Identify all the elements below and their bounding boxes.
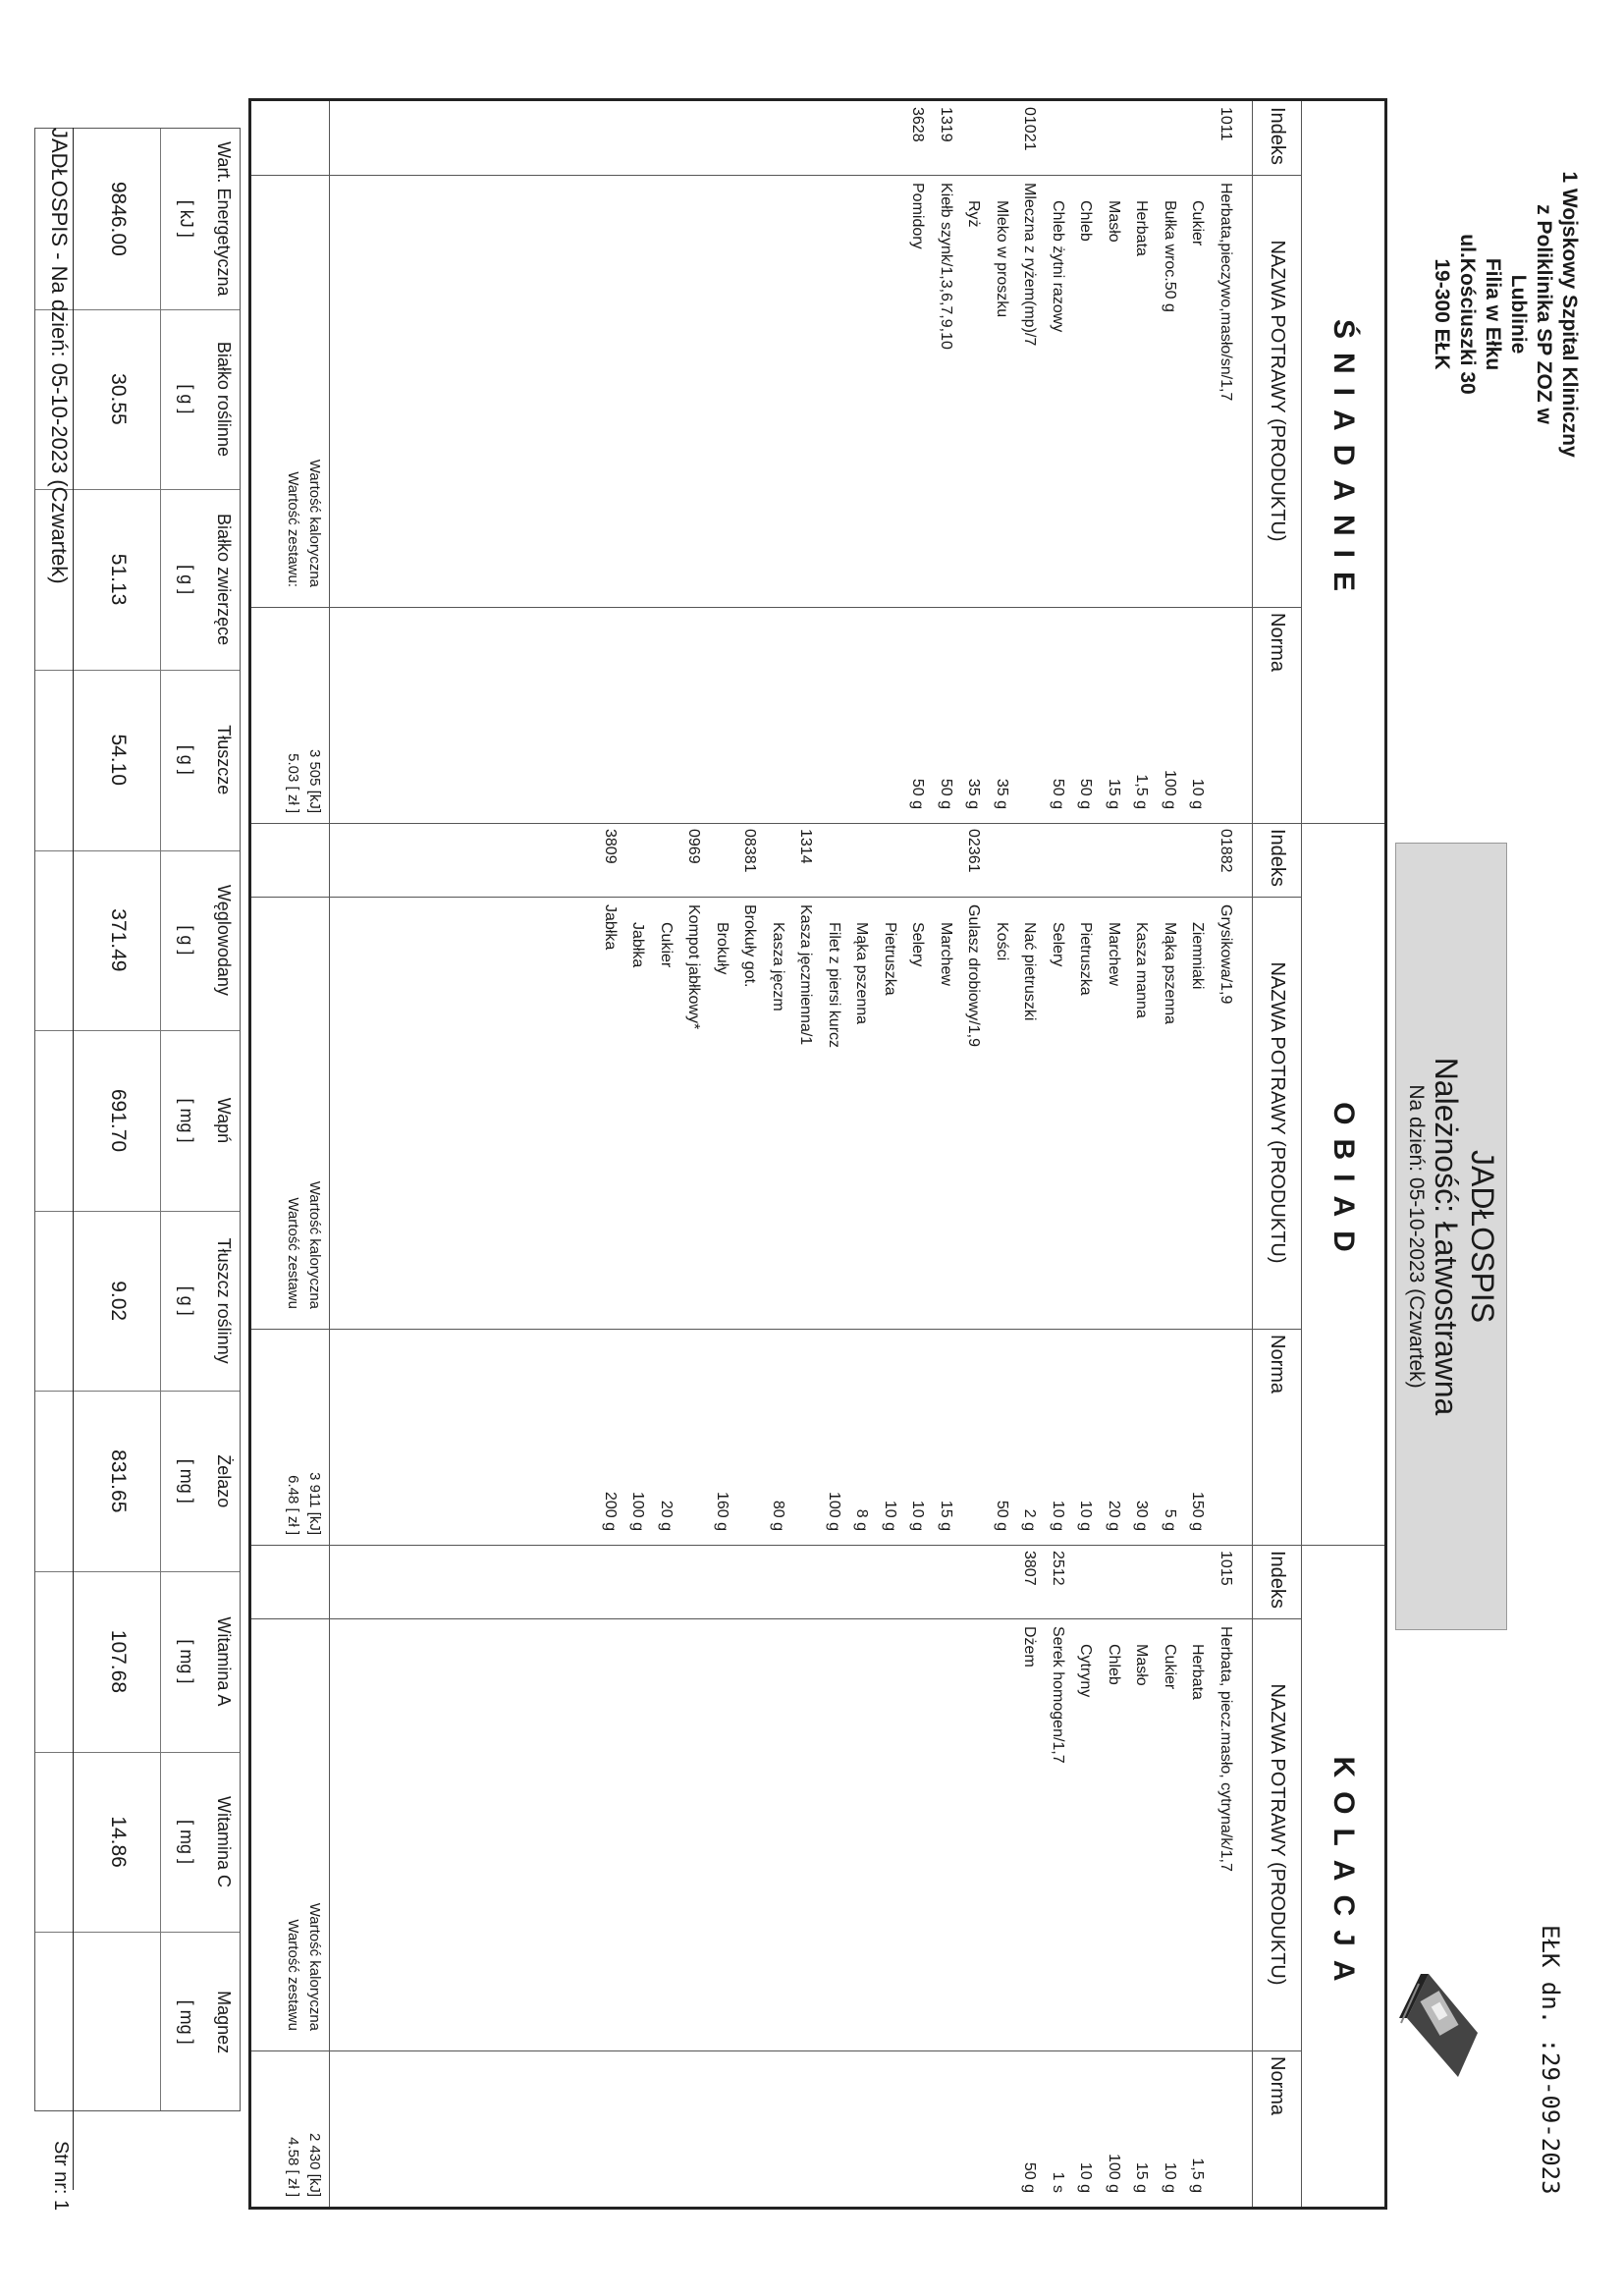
- nutrient-unit: [ mg ]: [177, 1820, 196, 1865]
- row-norm: [1212, 607, 1239, 809]
- nutrient-label: Białko roślinne: [214, 341, 234, 457]
- ingredient-name: Masło: [1106, 200, 1122, 243]
- ingredient-name: Chleb żytni razowy: [1050, 200, 1066, 333]
- dish-name: Gulasz drobiowy/1,9: [965, 904, 983, 1047]
- column-divider: [251, 1618, 1302, 1619]
- hospital-line: 19-300 EŁK: [1431, 258, 1453, 370]
- hospital-address: [1429, 167, 1582, 462]
- hospital-line: 1 Wojskowy Szpital Kliniczny: [1558, 171, 1581, 458]
- name-header: NAZWA POTRAWY (PRODUKTU): [1252, 902, 1302, 1323]
- ingredient-name: Herbata: [1189, 1644, 1207, 1700]
- row-norm: [736, 1329, 764, 1531]
- nutrient-unit: [ kJ ]: [177, 199, 196, 238]
- ingredient-name: Ryż: [965, 200, 983, 228]
- row-norm: 20 g: [1106, 1500, 1122, 1531]
- row-norm: 20 g: [658, 1500, 675, 1531]
- ingredient-name: Kasza jęczm: [770, 922, 786, 1011]
- dish-name: Herbata,pieczywo,masło/sn/1,7: [1217, 183, 1234, 402]
- summary-divider: [329, 823, 330, 1545]
- ingredient-name: Mąka pszenna: [853, 922, 871, 1025]
- row-norm: 8 g: [853, 1508, 871, 1531]
- set-cost-value: 6.48 [ zł ]: [285, 1475, 301, 1535]
- nutrition-cell: [35, 850, 240, 1032]
- dish-name: Dżem: [1021, 1626, 1039, 1667]
- row-norm: 1 s: [1050, 2171, 1066, 2193]
- row-norm: [1016, 607, 1044, 809]
- nutrient-unit: [ mg ]: [177, 1458, 196, 1503]
- nutrient-value: 107.68: [107, 1629, 130, 1693]
- obiad-title: OBIAD: [1301, 823, 1384, 1545]
- norm-header: Norma: [1252, 613, 1302, 817]
- ingredient-name: Selery: [1050, 922, 1066, 967]
- name-header: NAZWA POTRAWY (PRODUKTU): [1252, 1624, 1302, 2045]
- row-norm: 100 g: [1162, 769, 1178, 809]
- row-norm: 10 g: [1162, 2161, 1178, 2193]
- set-cost-label: Wartość zestawu: [285, 1919, 301, 2031]
- diet-type: Należność: Łatwostrawna: [1429, 1057, 1464, 1416]
- ingredient-name: Herbata: [1133, 200, 1151, 256]
- row-norm: 160 g: [714, 1491, 730, 1531]
- row-norm: 10 g: [1050, 1500, 1066, 1531]
- dish-name: Kompot jabłkowy*: [685, 904, 703, 1030]
- row-norm: 1,5 g: [1189, 2158, 1207, 2193]
- nutrient-label: Wart. Energetyczna: [214, 141, 234, 297]
- row-norm: 30 g: [1133, 1500, 1151, 1531]
- row-index: 02361: [965, 829, 983, 873]
- nutrient-label: Wapń: [214, 1097, 234, 1144]
- row-index: 3809: [602, 829, 619, 864]
- row-index: 0969: [685, 829, 703, 864]
- row-norm: 10 g: [1077, 1500, 1095, 1531]
- footer-divider: [73, 128, 74, 2190]
- set-cost-value: 5.03 [ zł ]: [285, 753, 301, 813]
- nutrient-value: 14.86: [107, 1816, 130, 1868]
- row-index: 1011: [1217, 107, 1234, 141]
- dish-name: Serek homogen/1,7: [1050, 1626, 1066, 1764]
- row-norm: 50 g: [994, 1500, 1010, 1531]
- row-norm: 35 g: [994, 778, 1010, 809]
- nutrient-unit: [ g ]: [177, 384, 196, 414]
- row-index: 1015: [1217, 1551, 1234, 1586]
- sniadanie-title: ŚNIADANIE: [1301, 101, 1384, 823]
- meal-table: [248, 98, 1387, 2210]
- nutrient-value: 831.65: [107, 1449, 130, 1513]
- row-norm: 50 g: [1077, 778, 1095, 809]
- ingredient-name: Filet z piersi kurcz: [826, 922, 842, 1049]
- row-index: 01882: [1217, 829, 1234, 873]
- index-header: Indeks: [1252, 829, 1302, 891]
- set-cost-label: Wartość zestawu:: [285, 471, 301, 587]
- header-divider: [1252, 101, 1302, 823]
- calorific-label: Wartość kaloryczna: [306, 1902, 323, 2031]
- row-norm: 35 g: [965, 778, 983, 809]
- ingredient-name: Kasza manna: [1133, 922, 1151, 1018]
- nutrition-cell: [35, 1030, 240, 1212]
- row-norm: [1212, 2050, 1239, 2193]
- calorific-value: 2 430 [kJ]: [306, 2132, 323, 2197]
- ingredient-name: Nać pietruszki: [1021, 922, 1039, 1021]
- nutrient-label: Magnez: [214, 1991, 234, 2054]
- row-index: 1319: [938, 107, 954, 142]
- summary-divider: [329, 101, 330, 823]
- row-norm: 100 g: [826, 1491, 842, 1531]
- nutrient-unit: [ g ]: [177, 1285, 196, 1316]
- row-norm: 10 g: [882, 1500, 898, 1531]
- row-norm: 5 g: [1162, 1508, 1178, 1531]
- summary-divider: [329, 1545, 330, 2207]
- nutrient-unit: [ g ]: [177, 925, 196, 956]
- dish-name: Kasza jęczmienna/1: [797, 904, 815, 1046]
- printer-logo-icon: [1395, 1964, 1497, 2082]
- row-index: 3628: [909, 107, 927, 142]
- row-norm: [1212, 1329, 1239, 1531]
- ingredient-name: Selery: [909, 922, 927, 967]
- nutrition-cell: [35, 1211, 240, 1393]
- row-norm: 10 g: [909, 1500, 927, 1531]
- ingredient-name: Kości: [994, 922, 1010, 961]
- title-box: [1395, 843, 1507, 1630]
- ingredient-name: Cukier: [658, 922, 675, 968]
- nutrition-cell: [35, 670, 240, 851]
- row-index: 01021: [1021, 107, 1039, 151]
- nutrition-cell: [35, 1391, 240, 1572]
- row-norm: 150 g: [1189, 1491, 1207, 1531]
- nutrient-label: Białko zwierzęce: [214, 514, 234, 646]
- nutrient-unit: [ mg ]: [177, 1999, 196, 2045]
- obiad-section: [251, 823, 1384, 1546]
- set-cost-label: Wartość zestawu: [285, 1197, 301, 1309]
- ingredient-name: Ziemniaki: [1189, 922, 1207, 990]
- nutrition-cell: [35, 1752, 240, 1934]
- nutrient-value: 51.13: [107, 553, 130, 606]
- calorific-label: Wartość kaloryczna: [306, 1180, 323, 1309]
- ingredient-name: Marchew: [1106, 922, 1122, 986]
- row-norm: 2 g: [1021, 1508, 1039, 1531]
- nutrition-cell: [35, 1571, 240, 1753]
- hospital-line: ul.Kościuszki 30: [1456, 234, 1479, 395]
- nutrient-value: 30.55: [107, 373, 130, 425]
- ingredient-name: Chleb: [1106, 1644, 1122, 1685]
- row-norm: 50 g: [1050, 778, 1066, 809]
- nutrient-label: Witamina A: [214, 1616, 234, 1707]
- row-norm: 80 g: [770, 1500, 786, 1531]
- norm-header: Norma: [1252, 2056, 1302, 2201]
- row-norm: 15 g: [938, 1500, 954, 1531]
- ingredient-name: Pietruszka: [1077, 922, 1095, 996]
- nutrition-cell: [35, 1932, 240, 2112]
- row-norm: 50 g: [1021, 2161, 1039, 2193]
- nutrient-unit: [ mg ]: [177, 1098, 196, 1143]
- ingredient-name: Cytryny: [1077, 1644, 1095, 1698]
- row-norm: 50 g: [909, 778, 927, 809]
- nutrient-unit: [ g ]: [177, 744, 196, 775]
- dish-name: Grysikowa/1,9: [1217, 904, 1234, 1005]
- row-index: 2512: [1050, 1551, 1066, 1586]
- nutrient-label: Tłuszcze: [214, 725, 234, 795]
- dish-name: Mleczna z ryżem(mp)/7: [1021, 183, 1039, 347]
- row-norm: 10 g: [1077, 2161, 1095, 2193]
- ingredient-name: Chleb: [1077, 200, 1095, 242]
- footer-date: JADŁOSPIS - Na dzień: 05-10-2023 (Czwartek): [47, 128, 72, 584]
- row-norm: [960, 1329, 988, 1531]
- name-header: NAZWA POTRAWY (PRODUKTU): [1252, 181, 1302, 601]
- kolacja-title: KOLACJA: [1301, 1545, 1384, 2207]
- ingredient-name: Marchew: [938, 922, 954, 986]
- row-index: 1314: [797, 829, 815, 864]
- sniadanie-section: [251, 101, 1384, 824]
- dish-name: Herbata, piecz.masło, cytryna/k/1,7: [1217, 1626, 1234, 1872]
- row-norm: 200 g: [602, 1491, 619, 1531]
- set-cost-value: 4.58 [ zł ]: [285, 2137, 301, 2197]
- header-divider: [1252, 823, 1302, 1545]
- nutrient-value: 691.70: [107, 1088, 130, 1153]
- row-norm: 15 g: [1133, 2161, 1151, 2193]
- nutrient-value: 9846.00: [107, 181, 130, 256]
- hospital-line: z Poliklinika SP ZOZ w Lublinie: [1507, 204, 1555, 424]
- ingredient-name: Brokuły: [714, 922, 730, 975]
- nutrient-value: 54.10: [107, 734, 130, 786]
- hospital-line: Filia w Ełku: [1482, 257, 1504, 371]
- calorific-value: 3 911 [kJ]: [306, 1472, 323, 1535]
- ingredient-name: Pietruszka: [882, 922, 898, 996]
- menu-date: Na dzień: 05-10-2023 (Czwartek): [1405, 1084, 1428, 1389]
- ingredient-name: Masło: [1133, 1644, 1151, 1686]
- row-norm: 50 g: [938, 778, 954, 809]
- nutrient-label: Żelazo: [214, 1454, 234, 1508]
- nutrient-unit: [ g ]: [177, 565, 196, 595]
- ingredient-name: Cukier: [1162, 1644, 1178, 1690]
- ingredient-name: Cukier: [1189, 200, 1207, 246]
- kolacja-section: [251, 1545, 1384, 2207]
- row-norm: 100 g: [629, 1491, 647, 1531]
- dish-name: Kiełb szynk/1,3,6,7,9,10: [938, 183, 954, 350]
- nutrient-unit: [ mg ]: [177, 1639, 196, 1684]
- header-divider: [1252, 1545, 1302, 2207]
- ingredient-name: Mąka pszenna: [1162, 922, 1178, 1025]
- row-norm: [680, 1329, 708, 1531]
- nutrient-value: 9.02: [107, 1281, 130, 1322]
- column-divider: [251, 175, 1302, 176]
- index-header: Indeks: [1252, 107, 1302, 169]
- document-title: JADŁOSPIS: [1465, 1149, 1500, 1324]
- row-norm: [792, 1329, 820, 1531]
- row-norm: 10 g: [1189, 778, 1207, 809]
- page-number: Str nr: 1: [50, 2141, 72, 2212]
- row-norm: 100 g: [1106, 2153, 1122, 2193]
- ingredient-name: Bułka wroc.50 g: [1162, 200, 1178, 312]
- column-divider: [251, 897, 1302, 898]
- row-index: 3807: [1021, 1551, 1039, 1586]
- city-date: EŁK dn. :29-09-2023: [1537, 1925, 1564, 2195]
- row-norm: 15 g: [1106, 778, 1122, 809]
- nutrient-label: Witamina C: [214, 1796, 234, 1888]
- ingredient-name: Mleko w proszku: [994, 200, 1010, 318]
- nutrient-label: Węglowodany: [214, 884, 234, 996]
- row-norm: 1,5 g: [1133, 774, 1151, 809]
- dish-name: Brokuły got.: [741, 904, 759, 988]
- dish-name: Pomidory: [909, 183, 927, 249]
- norm-header: Norma: [1252, 1335, 1302, 1539]
- calorific-value: 3 505 [kJ]: [306, 748, 323, 813]
- nutrient-value: 371.49: [107, 908, 130, 972]
- ingredient-name: Jabłka: [629, 922, 647, 968]
- dish-name: Jabłka: [602, 904, 619, 951]
- nutrient-label: Tłuszcz roślinny: [214, 1237, 234, 1364]
- index-header: Indeks: [1252, 1551, 1302, 1613]
- calorific-label: Wartość kaloryczna: [306, 459, 323, 587]
- row-index: 08381: [741, 829, 759, 873]
